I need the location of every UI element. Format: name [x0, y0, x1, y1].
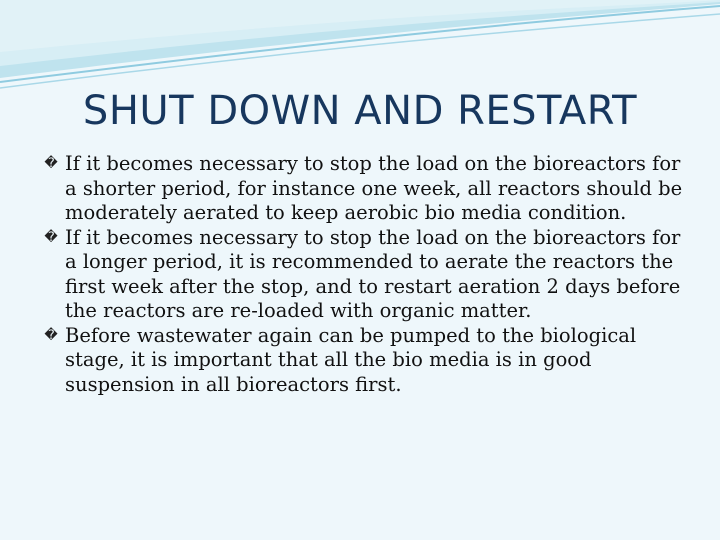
bullet-glyph-icon: �: [44, 327, 58, 343]
header-wave-decoration: [0, 0, 720, 90]
bullet-item: [44, 324, 694, 398]
bullet-glyph-icon: �: [44, 229, 58, 245]
bullet-text: If it becomes necessary to stop the load on the bioreactors for a shorter period, for instance one week, all reactors should be moderately aerated to keep aerobic bio media condition.: [65, 152, 683, 224]
bullet-list: [44, 152, 694, 397]
slide-title: SHUT DOWN AND RESTART: [82, 88, 638, 134]
bullet-item: [44, 226, 694, 324]
bullet-glyph-icon: �: [44, 156, 58, 171]
bullet-text: Before wastewater again can be pumped to the biological stage, it is important that all the bio media is in good suspension in all bioreactors first.: [65, 323, 637, 396]
bullet-text: If it becomes necessary to stop the load on the bioreactors for a longer period, it is recommended to aerate the reactors the first week after the stop, and to restart aeration 2 days before the reactors are re-loaded with organic matter.: [65, 225, 681, 322]
bullet-item: [44, 152, 694, 226]
